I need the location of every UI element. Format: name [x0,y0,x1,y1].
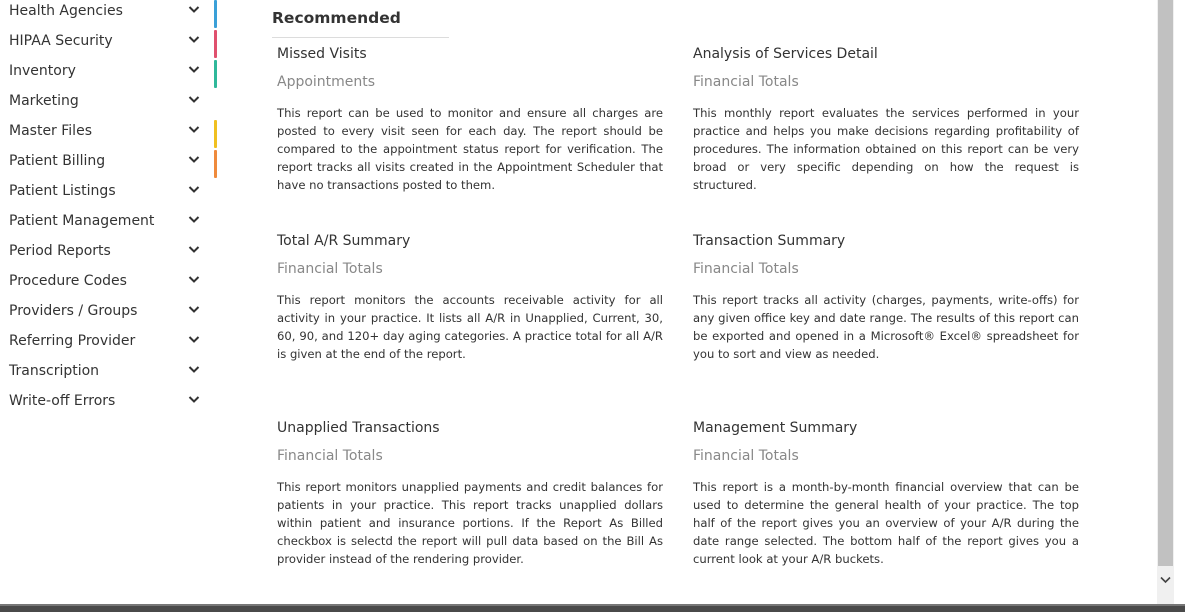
category-color-indicator [214,120,217,148]
report-description: This monthly report evaluates the services performed in your practice and helps you make decisions regarding profitability of procedures. The information obtained on this report can be very broad or very specific depending on how the request is structured. [693,106,1079,192]
sidebar-item[interactable] [0,330,218,360]
sidebar-item[interactable] [0,90,218,120]
main-content [222,0,1157,606]
report-title[interactable]: Transaction Summary [693,233,846,249]
chevron-down-icon [1160,576,1171,584]
report-category: Appointments [277,74,376,90]
report-category: Financial Totals [277,261,383,277]
report-title[interactable]: Unapplied Transactions [277,420,440,436]
chevron-down-icon[interactable] [188,95,202,105]
sidebar-item-label: Patient Billing [9,153,106,169]
chevron-down-icon[interactable] [188,125,202,135]
vertical-scrollbar[interactable] [1157,0,1174,606]
sidebar [0,0,220,606]
sidebar-item-label: Write-off Errors [9,393,116,409]
report-category: Financial Totals [693,448,799,464]
sidebar-item[interactable] [0,30,218,60]
report-description: This report monitors the accounts receivable activity for all activity in your practice. It lists all A/R in Unapplied, Current, 30, 60, 90, and 120+ day aging categories. A practice total for all A/R is given at the end of the report. [277,293,663,361]
report-description: This report is a month-by-month financial overview that can be used to determine the general health of your practice. The top half of the report gives you an overview of your A/R during the date range selected. The bottom half of the report gives you a current look at your A/R buckets. [693,480,1079,566]
report-title[interactable]: Total A/R Summary [277,233,411,249]
report-category: Financial Totals [693,261,799,277]
report-description: This report monitors unapplied payments and credit balances for patients in your practice. This report tracks unapplied dollars within patient and insurance portions. If the Report As Billed checkbox is selectd the report will pull data based on the Bill As provider instead of the rendering provider. [277,480,663,566]
chevron-down-icon[interactable] [188,155,202,165]
chevron-down-icon[interactable] [188,395,202,405]
section-title: Recommended [272,9,401,27]
sidebar-item[interactable] [0,300,218,330]
sidebar-item[interactable] [0,360,218,390]
scroll-down-button[interactable] [1157,572,1174,592]
section-divider [272,37,449,38]
chevron-down-icon[interactable] [188,335,202,345]
chevron-down-icon[interactable] [188,65,202,75]
category-color-indicator [214,60,217,88]
report-description: This report tracks all activity (charges, payments, write-offs) for any given office key and date range. The results of this report can be exported and opened in a Microsoft® Excel® spreadsheet for you to sort and view as needed. [693,293,1079,361]
sidebar-item-label: Patient Management [9,213,155,229]
sidebar-item[interactable] [0,150,218,180]
sidebar-item-label: Marketing [9,93,79,109]
chevron-down-icon[interactable] [188,35,202,45]
chevron-down-icon[interactable] [188,275,202,285]
report-title[interactable]: Analysis of Services Detail [693,46,878,62]
sidebar-item[interactable] [0,0,218,30]
sidebar-item-label: Transcription [9,363,100,379]
sidebar-item-label: Referring Provider [9,333,136,349]
report-category: Financial Totals [693,74,799,90]
chevron-down-icon[interactable] [188,305,202,315]
sidebar-item-label: Providers / Groups [9,303,138,319]
sidebar-item-label: Period Reports [9,243,111,259]
window-bottom-border-highlight [0,604,1185,606]
sidebar-item[interactable] [0,210,218,240]
sidebar-item[interactable] [0,60,218,90]
report-title[interactable]: Management Summary [693,420,858,436]
sidebar-item-label: HIPAA Security [9,33,113,49]
category-color-indicator [214,30,217,58]
report-title[interactable]: Missed Visits [277,46,367,62]
sidebar-item[interactable] [0,270,218,300]
sidebar-item-label: Procedure Codes [9,273,127,289]
chevron-down-icon[interactable] [188,5,202,15]
category-color-indicator [214,0,217,28]
window-edge [1174,0,1185,606]
chevron-down-icon[interactable] [188,365,202,375]
sidebar-item[interactable] [0,240,218,270]
sidebar-item[interactable] [0,390,218,420]
sidebar-item-label: Inventory [9,63,76,79]
chevron-down-icon[interactable] [188,185,202,195]
sidebar-item-label: Health Agencies [9,3,123,19]
category-color-indicator [214,150,217,178]
report-category: Financial Totals [277,448,383,464]
chevron-down-icon[interactable] [188,245,202,255]
report-description: This report can be used to monitor and ensure all charges are posted to every visit seen for each day. The report should be compared to the appointment status report for verification. The report tracks all visits created in the Appointment Scheduler that have no transactions posted to them. [277,106,663,192]
sidebar-item-label: Master Files [9,123,92,139]
sidebar-item-label: Patient Listings [9,183,116,199]
sidebar-item[interactable] [0,180,218,210]
sidebar-item[interactable] [0,120,218,150]
scrollbar-thumb[interactable] [1158,0,1173,566]
chevron-down-icon[interactable] [188,215,202,225]
